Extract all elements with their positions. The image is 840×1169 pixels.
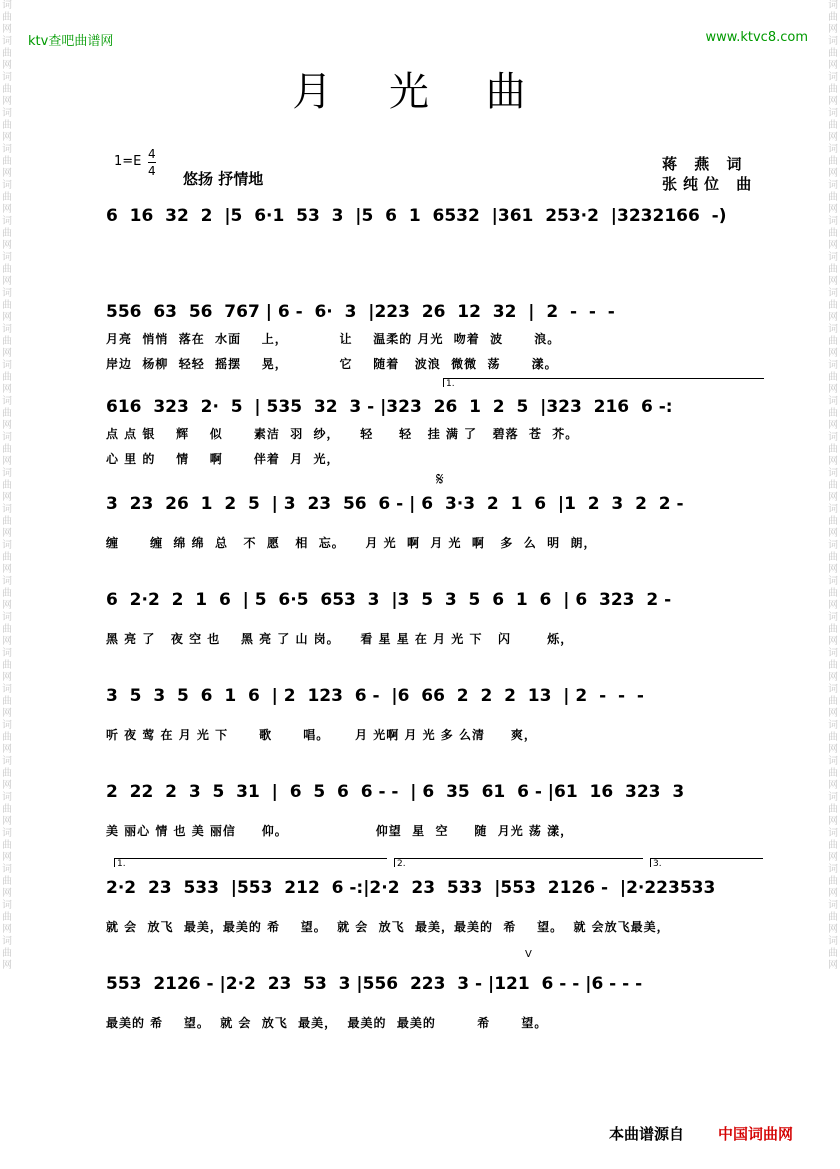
notes-line: 6 2·2 2 1 6 | 5 6·5 653 3 |3 5 3 5 6 1 6 | 6 323 2 - xyxy=(106,590,672,610)
volta-3-bracket: 3. xyxy=(650,858,763,867)
lyrics-verse-1: 月亮 悄悄 落在 水面 上， 让 温柔的 月光 吻着 波 浪。 xyxy=(106,332,561,346)
lyrics-line: 缠 缠 绵 绵 总 不 愿 相 忘。 月 光 啊 月 光 啊 多 么 明 朗， xyxy=(106,536,597,550)
lyrics-line: 最美的 希 望。 就 会 放飞 最美， 最美的 最美的 希 望。 xyxy=(106,1016,548,1030)
lyricist-credit: 蒋 燕 词 xyxy=(662,155,748,173)
time-bottom: 4 xyxy=(148,164,156,178)
watermark-right: 词曲网词曲网词曲网词曲网词曲网词曲网词曲网词曲网词曲网词曲网词曲网词曲网词曲网词曲网词曲网词曲网词曲网词曲网词曲网词曲网词曲网词曲网词曲网词曲网词曲网词曲网词曲网 xyxy=(828,0,838,971)
footer-site-link[interactable]: 中国词曲网 xyxy=(718,1125,794,1143)
lyrics-verse-2: 岸边 杨柳 轻轻 摇摆 晃， 它 随着 波浪 微微 荡 漾。 xyxy=(106,357,558,371)
watermark-left: 词曲网词曲网词曲网词曲网词曲网词曲网词曲网词曲网词曲网词曲网词曲网词曲网词曲网词曲网词曲网词曲网词曲网词曲网词曲网词曲网词曲网词曲网词曲网词曲网词曲网词曲网词曲网 xyxy=(2,0,12,971)
volta-1-bracket: 1. xyxy=(114,858,387,867)
notes-line: 616 323 2· 5 | 535 32 3 - |323 26 1 2 5 |323 216 6 -: xyxy=(106,397,673,417)
notes-line: 3 5 3 5 6 1 6 | 2 123 6 - |6 66 2 2 2 13 | 2 - - - xyxy=(106,686,644,706)
song-title: 月 光 曲 xyxy=(292,69,548,115)
segno-sign: 𝄋 xyxy=(436,469,444,490)
notes-line: 2 22 2 3 5 31 | 6 5 6 6 - - | 6 35 61 6 - |61 16 323 3 xyxy=(106,782,685,802)
composer-credit: 张纯位 曲 xyxy=(662,175,758,193)
breath-mark: V xyxy=(525,949,532,960)
notes-line: 3 23 26 1 2 5 | 3 23 56 6 - | 6 3·3 2 1 6 |1 2 3 2 2 - xyxy=(106,494,684,514)
notes-line: 2·2 23 533 |553 212 6 -:|2·2 23 533 |553 2126 - |2·223533 xyxy=(106,878,716,898)
lyrics-line: 听 夜 莺 在 月 光 下 歌 唱。 月 光啊 月 光 多 么清 爽， xyxy=(106,728,537,742)
tempo-marking: 悠扬 抒情地 xyxy=(183,170,264,188)
lyrics-line: 就 会 放飞 最美，最美的 希 望。 就 会 放飞 最美，最美的 希 望。 就 会放飞最美， xyxy=(106,920,670,934)
lyrics-line: 黑 亮 了 夜 空 也 黑 亮 了 山 岗。 看 星 星 在 月 光 下 闪 烁， xyxy=(106,632,574,646)
time-top: 4 xyxy=(148,147,156,161)
lyrics-verse-1: 点 点 银 辉 似 素洁 羽 纱， 轻 轻 挂 满 了 碧落 苍 芥。 xyxy=(106,427,579,441)
header-site-name[interactable]: ktv查吧曲谱网 xyxy=(28,34,114,49)
volta-2-bracket: 2. xyxy=(394,858,643,867)
volta-1-bracket: 1. xyxy=(443,378,764,387)
header-site-url[interactable]: www.ktvc8.com xyxy=(705,30,808,45)
notes-line: 553 2126 - |2·2 23 53 3 |556 223 3 - |121 6 - - |6 - - - xyxy=(106,974,643,994)
footer-source-label: 本曲谱源自 xyxy=(609,1125,685,1143)
time-signature xyxy=(148,146,156,179)
lyrics-verse-2: 心 里 的 情 啊 伴着 月 光， xyxy=(106,452,340,466)
notes-line: 556 63 56 767 | 6 - 6· 3 |223 26 12 32 | 2 - - - xyxy=(106,302,615,322)
lyrics-line: 美 丽心 情 也 美 丽信 仰。 仰望 星 空 随 月光 荡 漾， xyxy=(106,824,574,838)
notes-line: 6 16 32 2 |5 6·1 53 3 |5 6 1 6532 |361 253·2 |3232166 -) xyxy=(106,206,727,226)
key-signature: 1=E xyxy=(114,154,142,169)
